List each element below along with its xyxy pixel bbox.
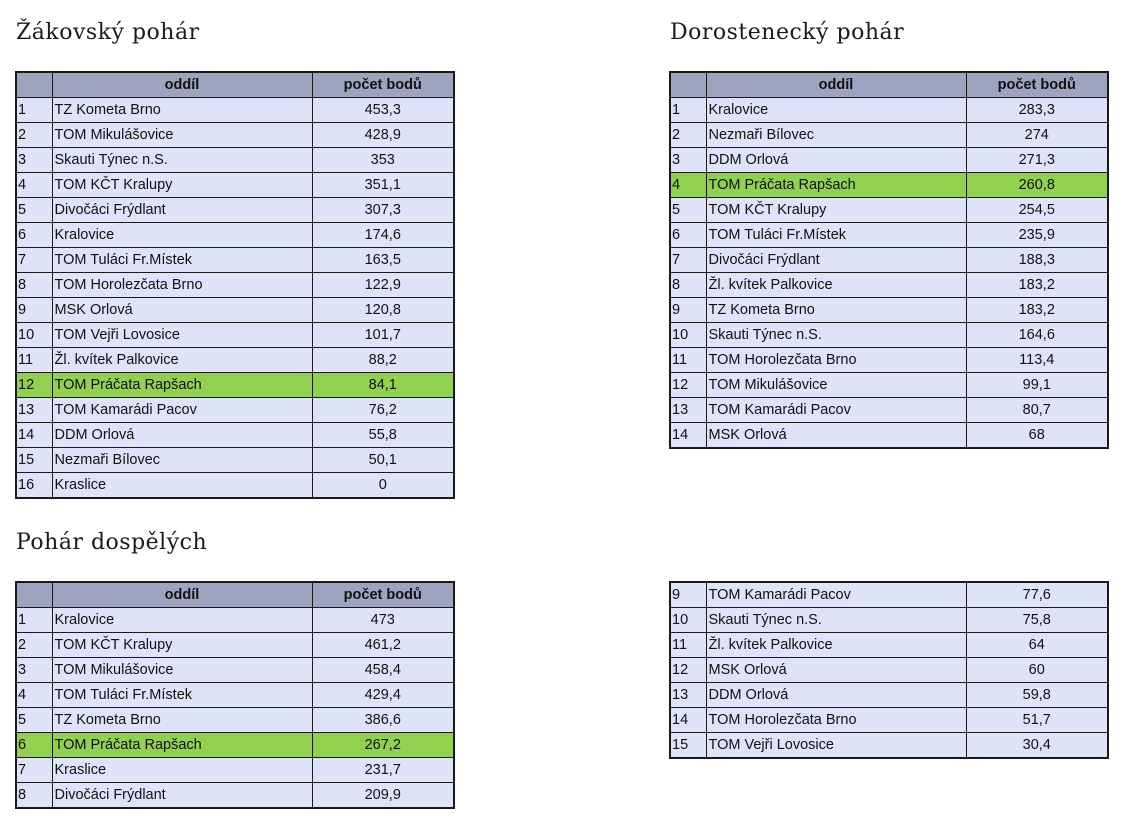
dorostenecky-table	[669, 71, 1109, 449]
header-rank	[16, 72, 52, 98]
club-cell: TOM Kamarádi Pacov	[52, 398, 312, 423]
rank-cell: 7	[670, 248, 706, 273]
pts-cell: 0	[312, 473, 454, 499]
rank-cell: 16	[16, 473, 52, 499]
rank-cell: 8	[16, 273, 52, 298]
club-cell: DDM Orlová	[706, 148, 966, 173]
pts-cell: 84,1	[312, 373, 454, 398]
table-row	[670, 733, 1108, 759]
club-cell: TOM Práčata Rapšach	[706, 173, 966, 198]
pts-cell: 30,4	[966, 733, 1108, 759]
table-row	[16, 148, 454, 173]
pts-cell: 88,2	[312, 348, 454, 373]
rank-cell: 14	[16, 423, 52, 448]
table-row	[670, 582, 1108, 608]
rank-cell: 14	[670, 423, 706, 449]
rank-cell: 9	[670, 298, 706, 323]
club-cell: DDM Orlová	[706, 683, 966, 708]
club-cell: TOM Tuláci Fr.Místek	[52, 683, 312, 708]
pts-cell: 80,7	[966, 398, 1108, 423]
table-row	[16, 658, 454, 683]
club-cell: Skauti Týnec n.S.	[706, 608, 966, 633]
rank-cell: 8	[670, 273, 706, 298]
club-cell: TOM Tuláci Fr.Místek	[52, 248, 312, 273]
club-cell: MSK Orlová	[52, 298, 312, 323]
table-row	[670, 123, 1108, 148]
rank-cell: 12	[16, 373, 52, 398]
pts-cell: 99,1	[966, 373, 1108, 398]
pts-cell: 235,9	[966, 223, 1108, 248]
club-cell: TZ Kometa Brno	[52, 708, 312, 733]
club-cell: TOM Práčata Rapšach	[52, 373, 312, 398]
club-cell: TOM Mikulášovice	[52, 123, 312, 148]
table-row	[670, 148, 1108, 173]
club-cell: TOM Horolezčata Brno	[706, 708, 966, 733]
rank-cell: 14	[670, 708, 706, 733]
table-row	[16, 733, 454, 758]
rank-cell: 9	[670, 582, 706, 608]
rank-cell: 11	[670, 633, 706, 658]
pts-cell: 428,9	[312, 123, 454, 148]
club-cell: Kralovice	[706, 98, 966, 123]
dospelych-table	[15, 581, 455, 809]
table-row	[670, 173, 1108, 198]
pts-cell: 351,1	[312, 173, 454, 198]
header-rank	[16, 582, 52, 608]
header-club: oddíl	[52, 72, 312, 98]
rank-cell: 10	[16, 323, 52, 348]
table-row	[670, 708, 1108, 733]
pts-cell: 307,3	[312, 198, 454, 223]
club-cell: TOM Vejři Lovosice	[706, 733, 966, 759]
table-row	[16, 683, 454, 708]
rank-cell: 5	[16, 198, 52, 223]
pts-cell: 113,4	[966, 348, 1108, 373]
table-row	[670, 423, 1108, 449]
table-row	[670, 373, 1108, 398]
rank-cell: 9	[16, 298, 52, 323]
pts-cell: 163,5	[312, 248, 454, 273]
table-row	[670, 633, 1108, 658]
rank-cell: 15	[16, 448, 52, 473]
rank-cell: 7	[16, 248, 52, 273]
header-rank	[670, 72, 706, 98]
club-cell: TOM Mikulášovice	[706, 373, 966, 398]
table-row	[16, 448, 454, 473]
rank-cell: 13	[16, 398, 52, 423]
rank-cell: 4	[16, 683, 52, 708]
pts-cell: 254,5	[966, 198, 1108, 223]
pts-cell: 174,6	[312, 223, 454, 248]
header-club: oddíl	[706, 72, 966, 98]
pts-cell: 51,7	[966, 708, 1108, 733]
pts-cell: 283,3	[966, 98, 1108, 123]
club-cell: TZ Kometa Brno	[706, 298, 966, 323]
header-points: počet bodů	[312, 582, 454, 608]
club-cell: TOM Kamarádi Pacov	[706, 582, 966, 608]
rank-cell: 3	[16, 148, 52, 173]
table-row	[670, 298, 1108, 323]
club-cell: TOM KČT Kralupy	[52, 173, 312, 198]
rank-cell: 5	[670, 198, 706, 223]
rank-cell: 13	[670, 398, 706, 423]
table-header-row	[16, 582, 454, 608]
club-cell: TOM Kamarádi Pacov	[706, 398, 966, 423]
rank-cell: 6	[670, 223, 706, 248]
pts-cell: 274	[966, 123, 1108, 148]
header-club: oddíl	[52, 582, 312, 608]
table-row	[16, 423, 454, 448]
table-row	[670, 223, 1108, 248]
table-row	[16, 173, 454, 198]
pts-cell: 231,7	[312, 758, 454, 783]
table-row	[16, 608, 454, 633]
table-row	[16, 248, 454, 273]
table-row	[16, 298, 454, 323]
club-cell: TOM KČT Kralupy	[706, 198, 966, 223]
rank-cell: 1	[16, 608, 52, 633]
table-row	[16, 198, 454, 223]
table-row	[16, 273, 454, 298]
rank-cell: 7	[16, 758, 52, 783]
club-cell: TOM Horolezčata Brno	[52, 273, 312, 298]
table-row	[16, 783, 454, 809]
pts-cell: 55,8	[312, 423, 454, 448]
rank-cell: 4	[16, 173, 52, 198]
rank-cell: 15	[670, 733, 706, 759]
table-row	[16, 758, 454, 783]
rank-cell: 1	[16, 98, 52, 123]
pts-cell: 271,3	[966, 148, 1108, 173]
pts-cell: 76,2	[312, 398, 454, 423]
pts-cell: 59,8	[966, 683, 1108, 708]
club-cell: TOM KČT Kralupy	[52, 633, 312, 658]
rank-cell: 8	[16, 783, 52, 809]
club-cell: TOM Vejři Lovosice	[52, 323, 312, 348]
club-cell: TZ Kometa Brno	[52, 98, 312, 123]
dorostenecky-title: Dorostenecký pohár	[670, 20, 905, 45]
club-cell: Nezmaři Bílovec	[52, 448, 312, 473]
club-cell: Kralovice	[52, 608, 312, 633]
table-row	[670, 98, 1108, 123]
pts-cell: 429,4	[312, 683, 454, 708]
zakovsky-title: Žákovský pohár	[16, 20, 200, 45]
club-cell: Nezmaři Bílovec	[706, 123, 966, 148]
club-cell: Divočáci Frýdlant	[52, 198, 312, 223]
pts-cell: 68	[966, 423, 1108, 449]
pts-cell: 188,3	[966, 248, 1108, 273]
table-row	[670, 198, 1108, 223]
rank-cell: 12	[670, 658, 706, 683]
rank-cell: 2	[16, 633, 52, 658]
rank-cell: 11	[16, 348, 52, 373]
club-cell: TOM Mikulášovice	[52, 658, 312, 683]
rank-cell: 3	[670, 148, 706, 173]
club-cell: Kraslice	[52, 473, 312, 499]
pts-cell: 386,6	[312, 708, 454, 733]
pts-cell: 64	[966, 633, 1108, 658]
pts-cell: 183,2	[966, 298, 1108, 323]
rank-cell: 1	[670, 98, 706, 123]
table-row	[670, 248, 1108, 273]
header-points: počet bodů	[312, 72, 454, 98]
table-row	[670, 658, 1108, 683]
club-cell: Divočáci Frýdlant	[706, 248, 966, 273]
club-cell: TOM Tuláci Fr.Místek	[706, 223, 966, 248]
pts-cell: 164,6	[966, 323, 1108, 348]
table-row	[16, 123, 454, 148]
table-row	[670, 273, 1108, 298]
pts-cell: 267,2	[312, 733, 454, 758]
rank-cell: 12	[670, 373, 706, 398]
club-cell: Žl. kvítek Palkovice	[706, 633, 966, 658]
table-header-row	[16, 72, 454, 98]
rank-cell: 2	[16, 123, 52, 148]
table-row	[16, 708, 454, 733]
rank-cell: 2	[670, 123, 706, 148]
club-cell: MSK Orlová	[706, 423, 966, 449]
table-row	[16, 223, 454, 248]
club-cell: Kralovice	[52, 223, 312, 248]
pts-cell: 77,6	[966, 582, 1108, 608]
table-row	[16, 98, 454, 123]
rank-cell: 5	[16, 708, 52, 733]
table-row	[670, 323, 1108, 348]
table-row	[670, 398, 1108, 423]
table-row	[16, 373, 454, 398]
zakovsky-table	[15, 71, 455, 499]
rank-cell: 3	[16, 658, 52, 683]
pts-cell: 353	[312, 148, 454, 173]
rank-cell: 4	[670, 173, 706, 198]
pts-cell: 60	[966, 658, 1108, 683]
table-row	[670, 608, 1108, 633]
club-cell: Žl. kvítek Palkovice	[52, 348, 312, 373]
pts-cell: 260,8	[966, 173, 1108, 198]
pts-cell: 183,2	[966, 273, 1108, 298]
pts-cell: 120,8	[312, 298, 454, 323]
table-row	[16, 323, 454, 348]
club-cell: Divočáci Frýdlant	[52, 783, 312, 809]
club-cell: MSK Orlová	[706, 658, 966, 683]
pts-cell: 461,2	[312, 633, 454, 658]
dospelych-title: Pohár dospělých	[16, 530, 208, 555]
pts-cell: 50,1	[312, 448, 454, 473]
rank-cell: 13	[670, 683, 706, 708]
header-points: počet bodů	[966, 72, 1108, 98]
dospelych-continued-table	[669, 581, 1109, 759]
rank-cell: 6	[16, 223, 52, 248]
pts-cell: 75,8	[966, 608, 1108, 633]
pts-cell: 209,9	[312, 783, 454, 809]
pts-cell: 122,9	[312, 273, 454, 298]
table-header-row	[670, 72, 1108, 98]
table-row	[16, 348, 454, 373]
pts-cell: 453,3	[312, 98, 454, 123]
table-row	[670, 683, 1108, 708]
club-cell: TOM Práčata Rapšach	[52, 733, 312, 758]
club-cell: DDM Orlová	[52, 423, 312, 448]
club-cell: Kraslice	[52, 758, 312, 783]
table-row	[16, 398, 454, 423]
rank-cell: 6	[16, 733, 52, 758]
table-row	[670, 348, 1108, 373]
table-row	[16, 633, 454, 658]
club-cell: Skauti Týnec n.S.	[52, 148, 312, 173]
club-cell: Žl. kvítek Palkovice	[706, 273, 966, 298]
club-cell: TOM Horolezčata Brno	[706, 348, 966, 373]
rank-cell: 10	[670, 323, 706, 348]
pts-cell: 458,4	[312, 658, 454, 683]
table-row	[16, 473, 454, 499]
pts-cell: 473	[312, 608, 454, 633]
club-cell: Skauti Týnec n.S.	[706, 323, 966, 348]
rank-cell: 10	[670, 608, 706, 633]
pts-cell: 101,7	[312, 323, 454, 348]
rank-cell: 11	[670, 348, 706, 373]
